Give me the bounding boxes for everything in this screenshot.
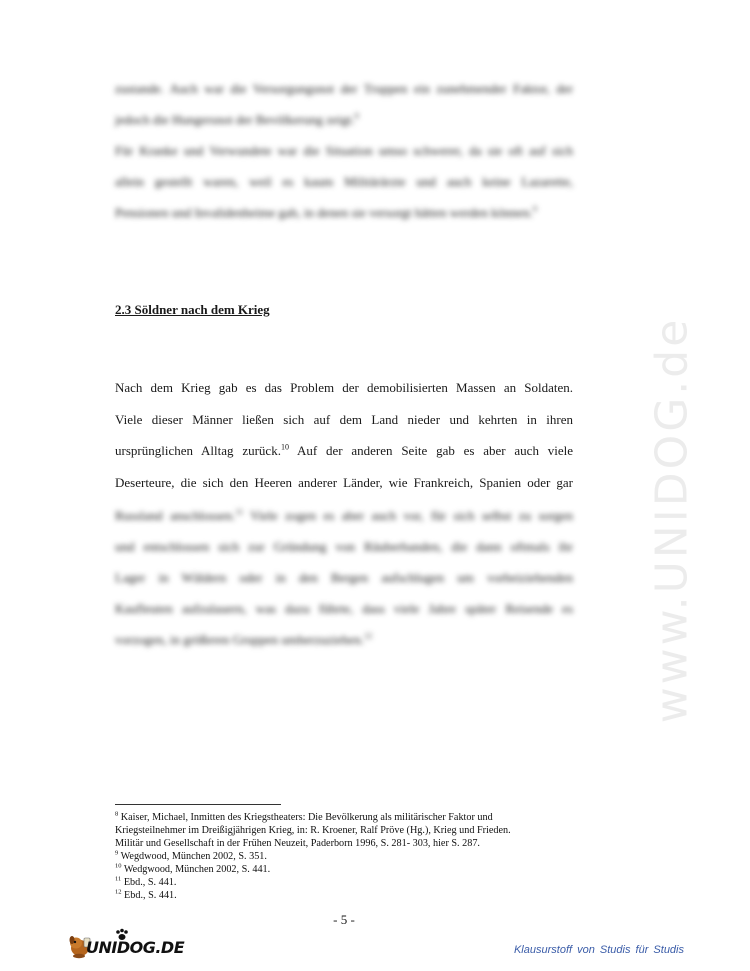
text-line: und entschlossen sich zur Gründung von Räuberbanden, die dann oftmals ihr [115,539,573,554]
footnote-number: 9 [115,849,119,857]
text-line [115,500,573,531]
footnote-ref: 8 [354,111,359,121]
footnote [115,889,585,902]
footnote-text: Ebd., S. 441. [123,877,177,888]
footnote-ref: 10 [280,442,289,452]
text-segment: jedoch die Hungersnot der Bevölkerung zeigt. [115,112,355,127]
footnote-number: 10 [115,862,122,870]
watermark [622,316,722,724]
footnote-text: Kriegsteilnehmer im Dreißigjährigen Krieg, in: R. Kroener, Ralf Pröve (Hg.), Krieg und Frieden. [115,825,511,836]
text-segment: Viele zogen es aber auch vor, für sich selbst zu sorgen [243,508,573,523]
blurred-paragraph-top [115,73,573,228]
text-line: Deserteure, die sich den Heeren anderer Länder, wie Frankreich, Spanien oder gar [115,474,573,490]
text-line: Kaufleuten aufzulauern, was dazu führte, dass viele Jahre später Reisende es [115,601,573,616]
footnote [115,863,585,876]
footnote-number: 12 [115,888,122,896]
footnote-text: Militär und Gesellschaft in der Frühen Neuzeit, Paderborn 1996, S. 281- 303, hier S. 287. [115,838,480,849]
footnote-text: Wegdwood, München 2002, S. 351. [120,851,267,862]
text-line: Lager in Wäldern oder in den Bergen aufschlugen um vorbeiziehenden [115,570,573,585]
text-segment: Russland anschlossen. [115,508,236,523]
text-line [115,104,573,135]
footnote-divider [115,804,281,805]
text-line [115,435,573,467]
footnote-text: Ebd., S. 441. [124,890,177,901]
footnote [115,837,585,850]
text-line: zustande. Auch war die Versorgungsnot der Truppen ein zunehmender Faktor, der [115,81,573,96]
footnote-ref: 11 [235,507,244,517]
page-number: - 5 - [333,912,355,927]
watermark-text: www.UNIDOG.de [646,316,698,724]
text-line: Nach dem Krieg gab es das Problem der demobilisierten Massen an Soldaten. [115,380,573,395]
footnotes [115,811,585,902]
footnote-ref: 9 [532,204,537,214]
text-line [115,624,573,655]
footnote-text: Wedgwood, München 2002, S. 441. [123,864,271,875]
footnote-text: Kaiser, Michael, Inmitten des Kriegstheaters: Die Bevölkerung als militärischer Faktor und [120,812,493,823]
text-segment: ursprünglichen Alltag zurück. [115,443,281,458]
footnote-number: 8 [115,810,119,818]
footnote [115,811,585,824]
unidog-logo [66,928,186,962]
text-segment: vorzogen, in größeren Gruppen umherzuziehen. [115,632,365,647]
text-segment: Pensionen und Invalidenheime gab, in denen sie versorgt hätten werden können. [115,205,533,220]
body-paragraph [115,372,573,498]
section-heading: 2.3 Söldner nach dem Krieg [115,302,270,317]
text-line: allein gestellt waren, weil es kaum Militärärzte und auch keine Lazarette, [115,174,573,189]
footnote [115,876,585,889]
footnote [115,824,585,837]
blurred-paragraph-bottom [115,500,573,655]
logo-text: UNIDOG.DE [86,938,185,957]
text-segment: Auf der anderen Seite gab es aber auch viele [288,443,573,458]
footnote-ref: 12 [364,631,373,641]
text-line: Viele dieser Männer ließen sich auf dem Land nieder und kehrten in ihren [115,411,573,427]
footnote-number: 11 [115,875,122,883]
footnote [115,850,585,863]
tagline: Klausurstoff von Studis für Studis [513,944,684,956]
text-line [115,197,573,228]
text-line: Für Kranke und Verwundete war die Situation umso schwerer, da sie oft auf sich [115,143,573,158]
